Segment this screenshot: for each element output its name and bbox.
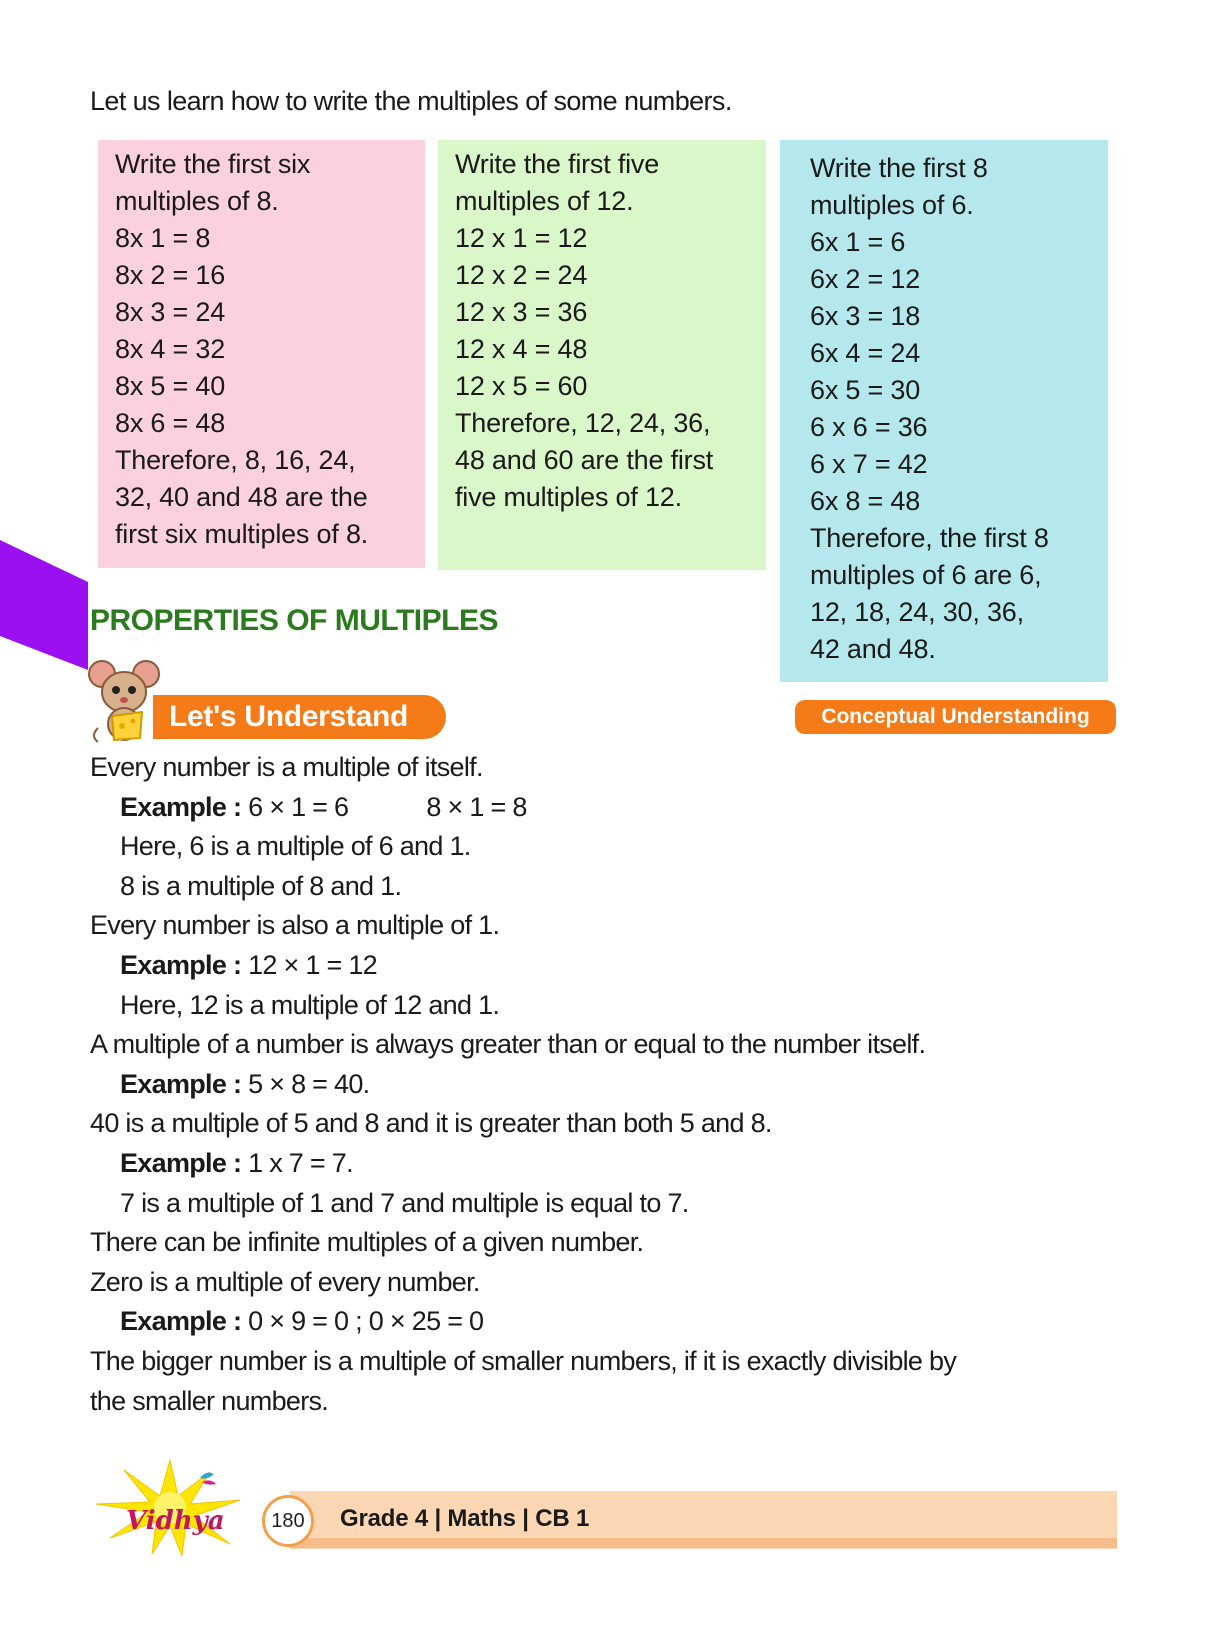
box-line: 12 x 2 = 24 (455, 260, 588, 290)
box-line: multiples of 8. (115, 186, 279, 216)
example-equation: 6 × 1 = 6 (248, 791, 349, 822)
conceptual-understanding-badge: Conceptual Understanding (795, 700, 1116, 734)
box-line: 8x 2 = 16 (115, 260, 226, 290)
section-heading: PROPERTIES OF MULTIPLES (90, 604, 498, 637)
box-line: 8x 5 = 40 (115, 371, 226, 401)
example-label: Example : (120, 791, 242, 822)
property-text: Every number is also a multiple of 1. (90, 910, 500, 941)
box-line: Write the first six (115, 149, 311, 179)
example-equation: 5 × 8 = 40. (248, 1068, 370, 1099)
intro-text: Let us learn how to write the multiples of some numbers. (90, 86, 732, 116)
box-line: Therefore, the first 8 (810, 523, 1049, 553)
box-line: 12 x 3 = 36 (455, 297, 588, 327)
example-note: 40 is a multiple of 5 and 8 and it is greater than both 5 and 8. (90, 1108, 772, 1139)
box-line: 6 x 7 = 42 (810, 449, 928, 479)
example-note: Here, 12 is a multiple of 12 and 1. (120, 989, 500, 1020)
vidhya-logo-text: Vidhya (126, 1506, 225, 1536)
footer-title: Grade 4 | Maths | CB 1 (340, 1505, 590, 1532)
box-line: 6x 3 = 18 (810, 301, 921, 331)
box-line: multiples of 6 are 6, (810, 560, 1042, 590)
lets-understand-banner: Let's Understand (153, 695, 446, 739)
example-equation: 12 × 1 = 12 (248, 949, 377, 980)
box-line: 32, 40 and 48 are the (115, 482, 368, 512)
property-text: Every number is a multiple of itself. (90, 752, 483, 782)
box-line: 12, 18, 24, 30, 36, (810, 597, 1024, 627)
box-line: multiples of 12. (455, 186, 634, 216)
multiples-of-8-box (98, 140, 425, 568)
example-line (90, 1144, 1130, 1184)
property-text: the smaller numbers. (90, 1385, 329, 1416)
box-line: 6x 5 = 30 (810, 375, 921, 405)
box-line: 8x 1 = 8 (115, 223, 211, 253)
box-line: 6x 4 = 24 (810, 338, 921, 368)
example-equation: 8 × 1 = 8 (426, 791, 527, 822)
property-text: A multiple of a number is always greater than or equal to the number itself. (90, 1029, 926, 1060)
property-text: There can be infinite multiples of a given number. (90, 1227, 644, 1258)
property-text: The bigger number is a multiple of smaller numbers, if it is exactly divisible by (90, 1345, 957, 1376)
example-label: Example : (120, 1306, 242, 1337)
example-label: Example : (120, 1068, 242, 1099)
example-label: Example : (120, 949, 242, 980)
example-line (90, 946, 1130, 986)
box-line: Write the first 8 (810, 153, 988, 183)
box-line: Therefore, 12, 24, 36, (455, 408, 711, 438)
footer-band-underline (290, 1538, 1117, 1548)
multiples-of-6-box (780, 140, 1108, 682)
box-line: Write the first five (455, 149, 660, 179)
box-line: 6 x 6 = 36 (810, 412, 928, 442)
example-label: Example : (120, 1147, 242, 1178)
box-line: 42 and 48. (810, 634, 936, 664)
box-line: five multiples of 12. (455, 482, 682, 512)
box-line: multiples of 6. (810, 190, 974, 220)
box-line: 6x 1 = 6 (810, 227, 906, 257)
box-line: 6x 2 = 12 (810, 264, 921, 294)
example-equation: 0 × 9 = 0 ; 0 × 25 = 0 (248, 1306, 484, 1337)
box-line: 6x 8 = 48 (810, 486, 921, 516)
box-line: 12 x 4 = 48 (455, 334, 588, 364)
box-line: 12 x 1 = 12 (455, 223, 588, 253)
box-line: 8x 3 = 24 (115, 297, 226, 327)
example-note: 8 is a multiple of 8 and 1. (120, 870, 402, 901)
example-equation: 1 x 7 = 7. (248, 1147, 353, 1178)
example-line (90, 1065, 1130, 1105)
properties-list (90, 748, 1130, 1421)
page-number: 180 (262, 1495, 314, 1547)
side-tab-decoration (0, 540, 90, 670)
box-line: 8x 4 = 32 (115, 334, 226, 364)
box-line: 8x 6 = 48 (115, 408, 226, 438)
example-note: 7 is a multiple of 1 and 7 and multiple is equal to 7. (120, 1187, 689, 1218)
box-line: Therefore, 8, 16, 24, (115, 445, 356, 475)
box-line: 48 and 60 are the first (455, 445, 714, 475)
example-line (90, 1302, 1130, 1342)
box-line: first six multiples of 8. (115, 519, 369, 549)
example-line (90, 788, 1130, 828)
mouse-mascot-icon (88, 658, 160, 744)
box-line: 12 x 5 = 60 (455, 371, 588, 401)
property-text: Zero is a multiple of every number. (90, 1266, 480, 1297)
multiples-of-12-box (438, 140, 766, 570)
example-note: Here, 6 is a multiple of 6 and 1. (120, 831, 471, 862)
